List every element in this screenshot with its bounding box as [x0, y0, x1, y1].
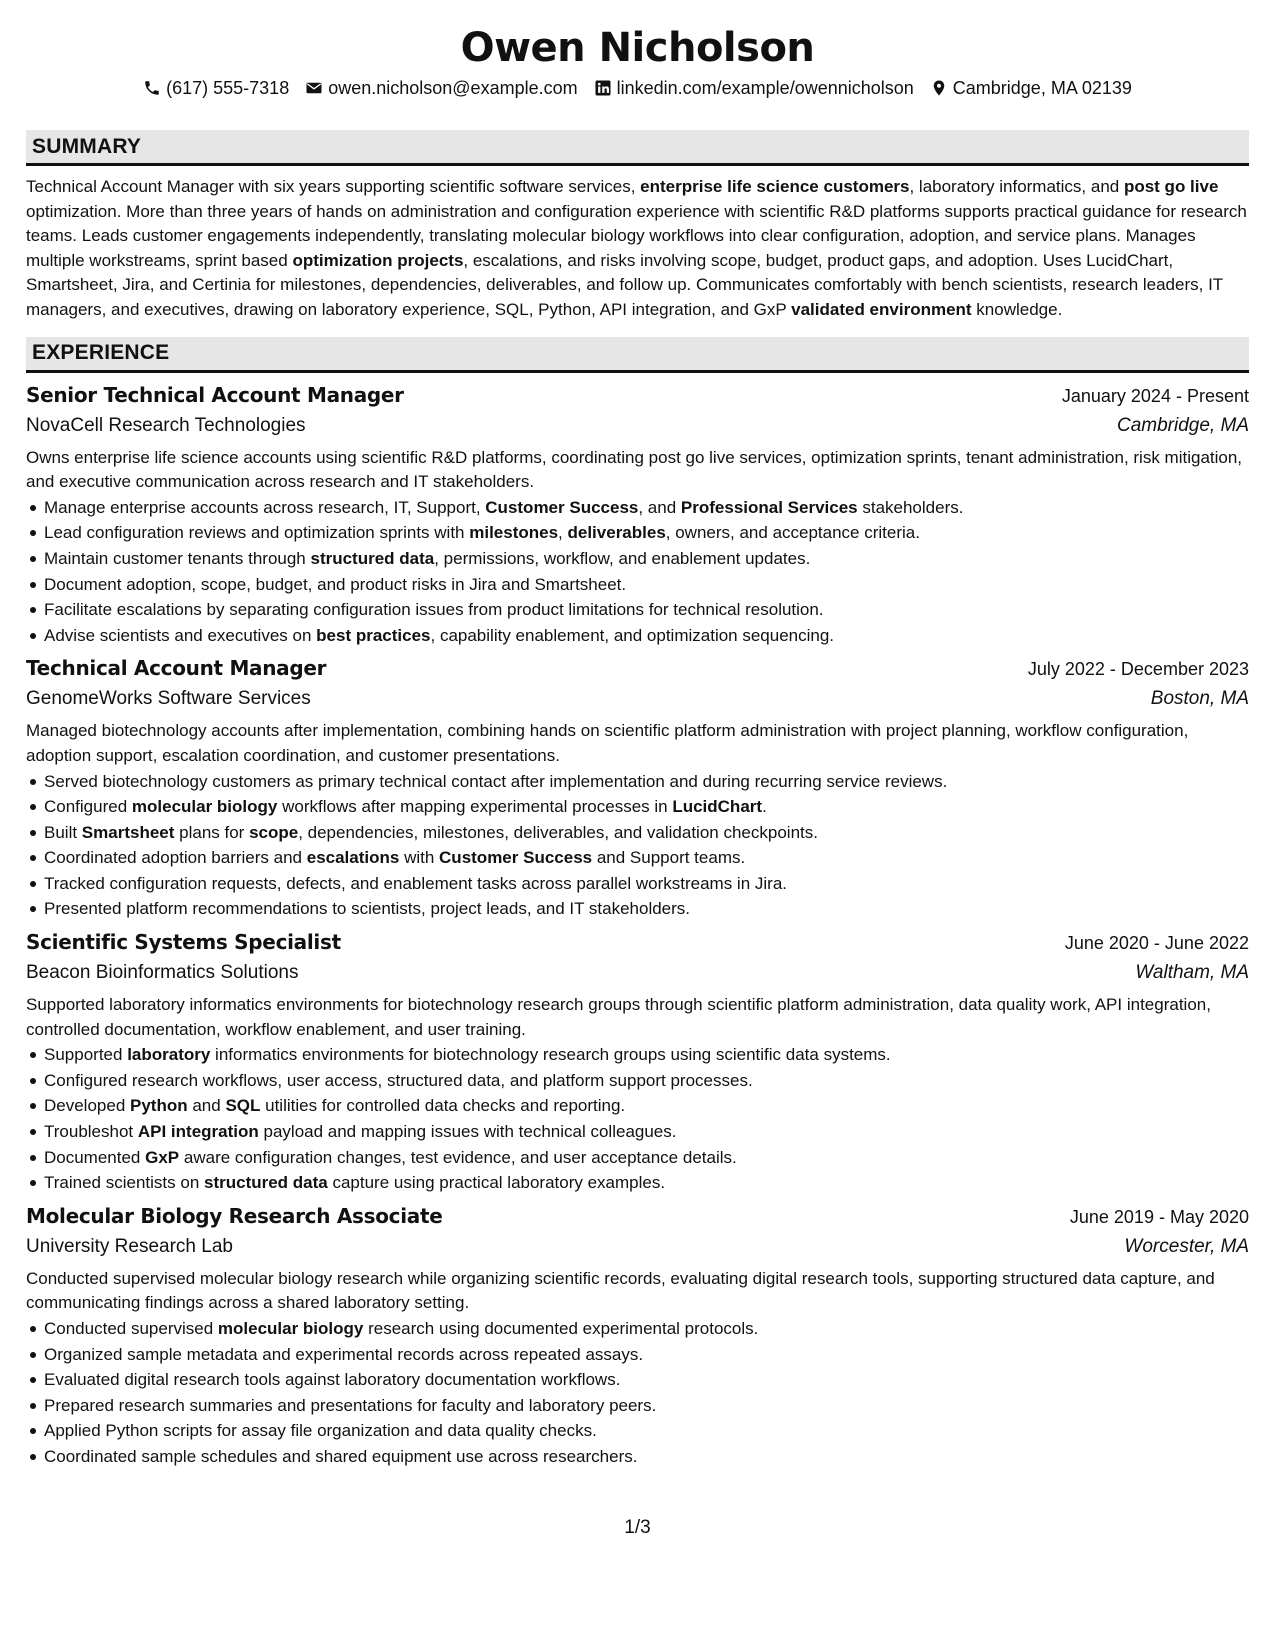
text-run: knowledge.: [971, 299, 1063, 319]
job-description: Supported laboratory informatics environments for biotechnology research groups through scientific platform administration, data quality work, API integration, controlled documentation, workflow enablement, and user training.: [26, 995, 1211, 1039]
job-title: Technical Account Manager: [26, 656, 327, 681]
text-run: utilities for controlled data checks and reporting.: [260, 1096, 626, 1116]
bullet-item: [44, 572, 1249, 598]
job-title: Senior Technical Account Manager: [26, 382, 404, 407]
job-bullets: [26, 1042, 1249, 1196]
job-company-row: [26, 959, 1249, 987]
job-company: GenomeWorks Software Services: [26, 688, 311, 710]
text-run: Prepared research summaries and presentations for faculty and laboratory peers.: [44, 1395, 657, 1415]
bullet-item: [44, 845, 1249, 871]
email-link[interactable]: owen.nicholson@example.com: [328, 78, 578, 98]
job-dates: June 2019 - May 2020: [1069, 1206, 1249, 1227]
job-description: Owns enterprise life science accounts using scientific R&D platforms, coordinating post go live services, optimization sprints, tenant administration, risk mitigation, and executive communication across research and IT stakeholders.: [26, 447, 1243, 492]
bullet-item: [44, 1393, 1249, 1419]
text-run: Built: [44, 822, 82, 842]
job-company: NovaCell Research Technologies: [26, 414, 306, 436]
text-run: Coordinated sample schedules and shared equipment use across researchers.: [44, 1446, 638, 1466]
text-run: Presented platform recommendations to scientists, project leads, and IT stakeholders.: [44, 899, 691, 919]
text-run: stakeholders.: [857, 497, 964, 517]
text-run: Maintain customer tenants through: [44, 548, 311, 568]
job-location: Boston, MA: [1150, 688, 1249, 710]
bullet-item: [44, 1367, 1249, 1393]
text-run: capture using practical laboratory examples.: [327, 1173, 666, 1193]
text-run: , dependencies, milestones, deliverables, and validation checkpoints.: [298, 822, 818, 842]
contact-location: [930, 76, 1132, 100]
text-run: optimization. More than three years of hands on administration and configuration experience with scientific R&D platforms supports practical guidance for research teams. Leads customer engagements independently, translating molecular biology workflows into clear configuration, adoption, and service plans. Manages multiple workstreams, sprint based: [26, 201, 1247, 270]
emphasis-text: molecular biology: [131, 797, 278, 817]
bullet-item: [44, 769, 1249, 795]
bullet-item: [44, 896, 1249, 922]
location-text: Cambridge, MA 02139: [952, 78, 1132, 98]
bullet-item: [44, 1342, 1249, 1368]
emphasis-text: validated environment: [791, 299, 972, 319]
job-entry: [26, 1200, 1249, 1470]
text-run: Conducted supervised: [44, 1319, 218, 1338]
text-run: Document adoption, scope, budget, and product risks in Jira and Smartsheet.: [44, 574, 627, 594]
bullet-item: [44, 546, 1249, 572]
bullet-item: [44, 1042, 1249, 1068]
text-run: with: [399, 848, 440, 868]
text-run: payload and mapping issues with technical colleagues.: [258, 1122, 677, 1142]
emphasis-text: escalations: [306, 848, 400, 868]
emphasis-text: LucidChart: [672, 797, 763, 817]
emphasis-text: structured data: [310, 548, 435, 568]
text-run: Manage enterprise accounts across research, IT, Support,: [44, 497, 486, 517]
text-run: Evaluated digital research tools against laboratory documentation workflows.: [44, 1370, 621, 1390]
text-run: Lead configuration reviews and optimization sprints with: [44, 523, 470, 543]
bullet-item: [44, 1444, 1249, 1470]
job-company: Beacon Bioinformatics Solutions: [26, 962, 299, 984]
job-title-row: [26, 1200, 1249, 1233]
bullet-item: [44, 623, 1249, 649]
job-bullets: [26, 769, 1249, 923]
bullet-item: [44, 1093, 1249, 1119]
experience-heading: EXPERIENCE: [26, 337, 1249, 373]
text-run: and: [187, 1096, 226, 1116]
emphasis-text: Customer Success: [485, 497, 639, 517]
emphasis-text: API integration: [137, 1122, 259, 1142]
emphasis-text: scope: [249, 822, 299, 842]
text-run: aware configuration changes, test evidence, and user acceptance details.: [179, 1147, 737, 1167]
emphasis-text: SQL: [225, 1096, 261, 1116]
text-run: research using documented experimental protocols.: [363, 1319, 759, 1338]
candidate-name: Owen Nicholson: [460, 25, 815, 71]
job-entry: [26, 926, 1249, 1196]
job-title-row: [26, 926, 1249, 959]
bullet-item: [44, 1068, 1249, 1094]
bullet-item: [44, 1145, 1249, 1171]
text-run: , owners, and acceptance criteria.: [665, 523, 920, 543]
emphasis-text: deliverables: [567, 523, 666, 543]
emphasis-text: milestones: [469, 523, 559, 543]
text-run: Facilitate escalations by separating configuration issues from product limitations for technical resolution.: [44, 600, 824, 620]
job-title: Scientific Systems Specialist: [26, 930, 341, 955]
experience-list: [26, 379, 1249, 1470]
job-entry: [26, 379, 1249, 649]
job-company: University Research Lab: [26, 1235, 233, 1257]
bullet-item: [44, 794, 1249, 820]
text-run: Served biotechnology customers as primary technical contact after implementation and during recurring service reviews.: [44, 771, 948, 791]
job-title-row: [26, 379, 1249, 412]
text-run: Documented: [44, 1147, 146, 1167]
job-bullets: [26, 1316, 1249, 1470]
text-run: , permissions, workflow, and enablement updates.: [434, 548, 811, 568]
text-run: Coordinated adoption barriers and: [44, 848, 307, 868]
contact-linkedin[interactable]: [594, 76, 914, 100]
text-run: , and: [638, 497, 681, 517]
summary-text: [26, 175, 1249, 323]
text-run: ,: [558, 523, 568, 543]
emphasis-text: optimization projects: [292, 250, 464, 270]
bullet-item: [44, 597, 1249, 623]
job-company-row: [26, 412, 1249, 440]
text-run: , capability enablement, and optimization sequencing.: [430, 625, 835, 645]
job-entry: [26, 652, 1249, 922]
text-run: Organized sample metadata and experimental records across repeated assays.: [44, 1344, 644, 1364]
text-run: Supported: [44, 1045, 128, 1065]
linkedin-link[interactable]: linkedin.com/example/owennicholson: [616, 78, 914, 98]
text-run: Tracked configuration requests, defects, and enablement tasks across parallel workstreams in Jira.: [44, 873, 787, 893]
bullet-item: [44, 871, 1249, 897]
job-bullets: [26, 495, 1249, 649]
emphasis-text: Customer Success: [439, 848, 593, 868]
text-run: Applied Python scripts for assay file organization and data quality checks.: [44, 1421, 597, 1441]
bullet-item: [44, 1316, 1249, 1342]
emphasis-text: structured data: [204, 1173, 328, 1193]
contact-email[interactable]: [305, 76, 577, 100]
text-run: and Support teams.: [592, 848, 746, 868]
emphasis-text: enterprise life science customers: [640, 177, 910, 196]
bullet-item: [44, 520, 1249, 546]
job-location: Cambridge, MA: [1117, 414, 1249, 436]
text-run: plans for: [174, 822, 250, 842]
text-run: workflows after mapping experimental processes in: [277, 797, 673, 817]
text-run: , escalations, and risks involving scope, budget, product gaps, and adoption. Uses LucidChart, Smartsheet, Jira, and Certinia for milestones, dependencies, deliverables, and follow up. Communicates comfortably with bench scientists, research leaders, IT managers, and executives, drawing on laboratory experience, SQL, Python, API integration, and GxP: [26, 250, 1223, 319]
phone-icon: [143, 79, 161, 97]
summary-heading: SUMMARY: [26, 130, 1249, 166]
bullet-item: [44, 1170, 1249, 1196]
text-run: Trained scientists on: [44, 1173, 204, 1193]
emphasis-text: post go live: [1123, 177, 1219, 196]
text-run: .: [762, 797, 767, 817]
map-pin-icon: [930, 79, 948, 97]
bullet-item: [44, 1418, 1249, 1444]
text-run: Configured: [44, 797, 132, 817]
text-run: Developed: [44, 1096, 131, 1116]
emphasis-text: Professional Services: [680, 497, 858, 517]
emphasis-text: best practices: [316, 625, 431, 645]
job-description: Managed biotechnology accounts after implementation, combining hands on scientific platform administration with project planning, workflow configuration, adoption support, escalation coordination, and customer presentations.: [26, 721, 1189, 765]
envelope-icon: [305, 79, 323, 97]
emphasis-text: laboratory: [127, 1045, 211, 1065]
text-run: informatics environments for biotechnology research groups using scientific data systems.: [210, 1045, 891, 1065]
job-title-row: [26, 652, 1249, 685]
bullet-item: [44, 1119, 1249, 1145]
text-run: Configured research workflows, user access, structured data, and platform support processes.: [44, 1070, 753, 1090]
linkedin-icon: [594, 79, 612, 97]
text-run: Troubleshot: [44, 1122, 138, 1142]
job-description: Conducted supervised molecular biology research while organizing scientific records, evaluating digital research tools, supporting structured data capture, and communicating findings across a shared laboratory setting.: [26, 1268, 1215, 1313]
bullet-item: [44, 495, 1249, 521]
text-run: Technical Account Manager with six years supporting scientific software services,: [26, 177, 641, 196]
contact-bar: [26, 76, 1249, 100]
job-dates: June 2020 - June 2022: [1064, 933, 1249, 954]
job-dates: January 2024 - Present: [1061, 385, 1249, 406]
text-run: Advise scientists and executives on: [44, 625, 317, 645]
job-company-row: [26, 685, 1249, 713]
emphasis-text: Python: [130, 1096, 188, 1116]
job-location: Worcester, MA: [1124, 1235, 1249, 1257]
emphasis-text: Smartsheet: [81, 822, 175, 842]
page-number: 1/3: [624, 1517, 651, 1538]
text-run: , laboratory informatics, and: [909, 177, 1124, 196]
job-title: Molecular Biology Research Associate: [26, 1203, 443, 1228]
job-company-row: [26, 1233, 1249, 1261]
job-location: Waltham, MA: [1135, 962, 1249, 984]
phone-number: (617) 555-7318: [166, 78, 290, 98]
contact-phone: [143, 76, 289, 100]
job-dates: July 2022 - December 2023: [1027, 659, 1249, 680]
emphasis-text: GxP: [145, 1147, 180, 1167]
emphasis-text: molecular biology: [217, 1319, 364, 1338]
bullet-item: [44, 820, 1249, 846]
